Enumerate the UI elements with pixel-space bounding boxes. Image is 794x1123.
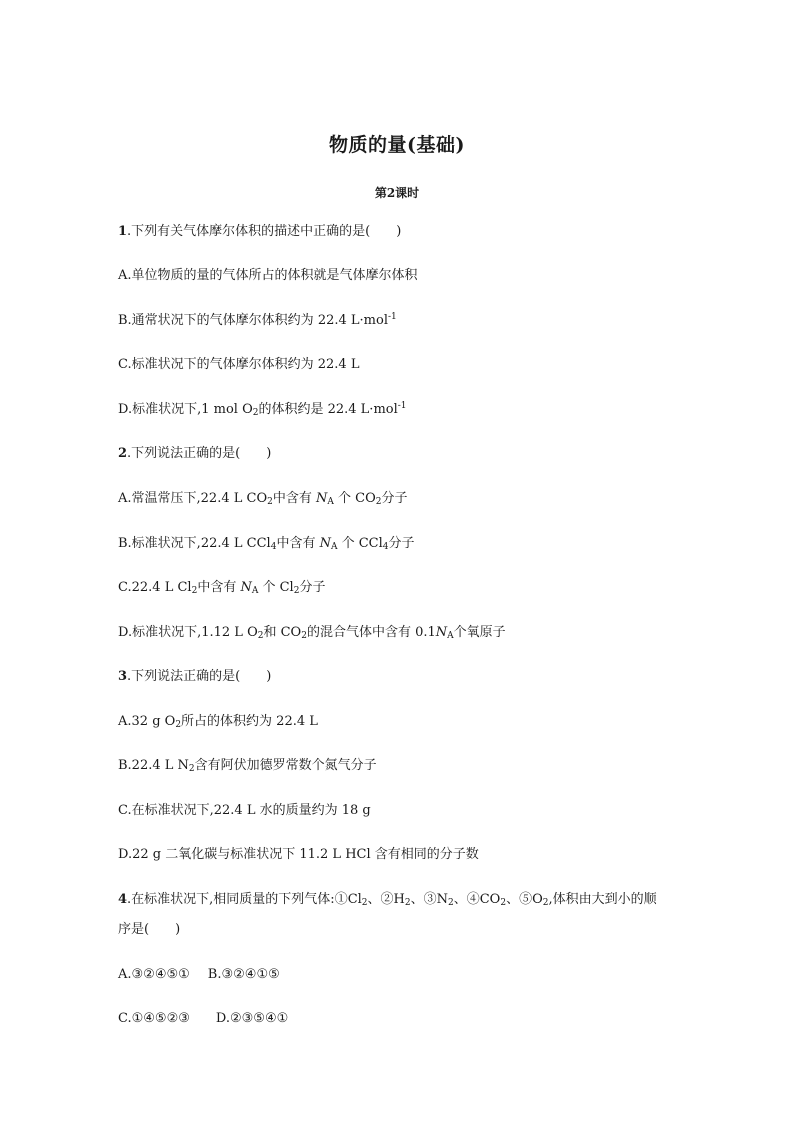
- question-3-option-a: A.32 g $O_2$所占的体积约为 22.4 L: [118, 714, 318, 730]
- question-4-option-d: D.②③⑤④①: [215, 1011, 289, 1026]
- question-1-stem: 1.下列有关气体摩尔体积的描述中正确的是( ): [118, 224, 402, 239]
- question-4-options-cd: [118, 1011, 288, 1027]
- question-number: 3: [118, 669, 128, 684]
- question-2-stem: 2.下列说法正确的是( ): [118, 446, 272, 461]
- question-4-option-c: C.①④⑤②③: [118, 1011, 190, 1026]
- question-number: 1: [118, 224, 128, 239]
- question-3-option-c: C.在标准状况下,22.4 L 水的质量约为 18 g: [118, 803, 371, 818]
- question-4-options-ab: [118, 967, 280, 983]
- question-3-stem: 3.下列说法正确的是( ): [118, 669, 272, 684]
- question-2-option-d: D.标准状况下,1.12 L $O_2$和 $CO_2$的混合气体中含有 $0.1N_A$个氧原子: [118, 625, 506, 641]
- question-4-stem: 4.在标准状况下,相同质量的下列气体$:①Cl_2$、$②H_2$、$③N_2$、$④CO_2$、$⑤O_2$,体积由大到小的顺: [118, 892, 657, 908]
- question-4-stem-continued: 序是( ): [118, 922, 181, 937]
- question-2-option-b: B.标准状况下,22.4 L CCl$_4$中含有 $N_A$ 个 CCl$_4$分子: [118, 536, 415, 552]
- question-number: 2: [118, 446, 128, 461]
- question-1-option-b: B.通常状况下的气体摩尔体积约为 22.4 L·mol$^{-1}$: [118, 312, 397, 328]
- question-2-option-a: A.常温常压下,22.4 L $CO_2$中含有 $N_A$ 个 $CO_2$分子: [118, 491, 408, 507]
- question-1-option-a: A.单位物质的量的气体所占的体积就是气体摩尔体积: [118, 268, 418, 283]
- question-3-option-d: D.22 g 二氧化碳与标准状况下 11.2 L HCl 含有相同的分子数: [118, 847, 479, 862]
- page-subtitle: 第2课时: [374, 186, 420, 200]
- question-1-option-d: D.标准状况下,1 mol $O_2$的体积约是 22.4 L·mol$^{-1}$: [118, 401, 407, 418]
- question-number: 4: [118, 892, 128, 907]
- question-4-option-b: B.③②④①⑤: [207, 967, 280, 982]
- question-2-option-c: C.22.4 L $Cl_2$中含有 $N_A$ 个 $Cl_2$分子: [118, 580, 326, 596]
- page-title: 物质的量(基础): [329, 134, 465, 156]
- question-4-option-a: A.③②④⑤①: [118, 967, 190, 982]
- question-3-option-b: B.22.4 L $N_2$含有阿伏加德罗常数个氮气分子: [118, 758, 377, 774]
- question-1-option-c: C.标准状况下的气体摩尔体积约为 22.4 L: [118, 357, 360, 372]
